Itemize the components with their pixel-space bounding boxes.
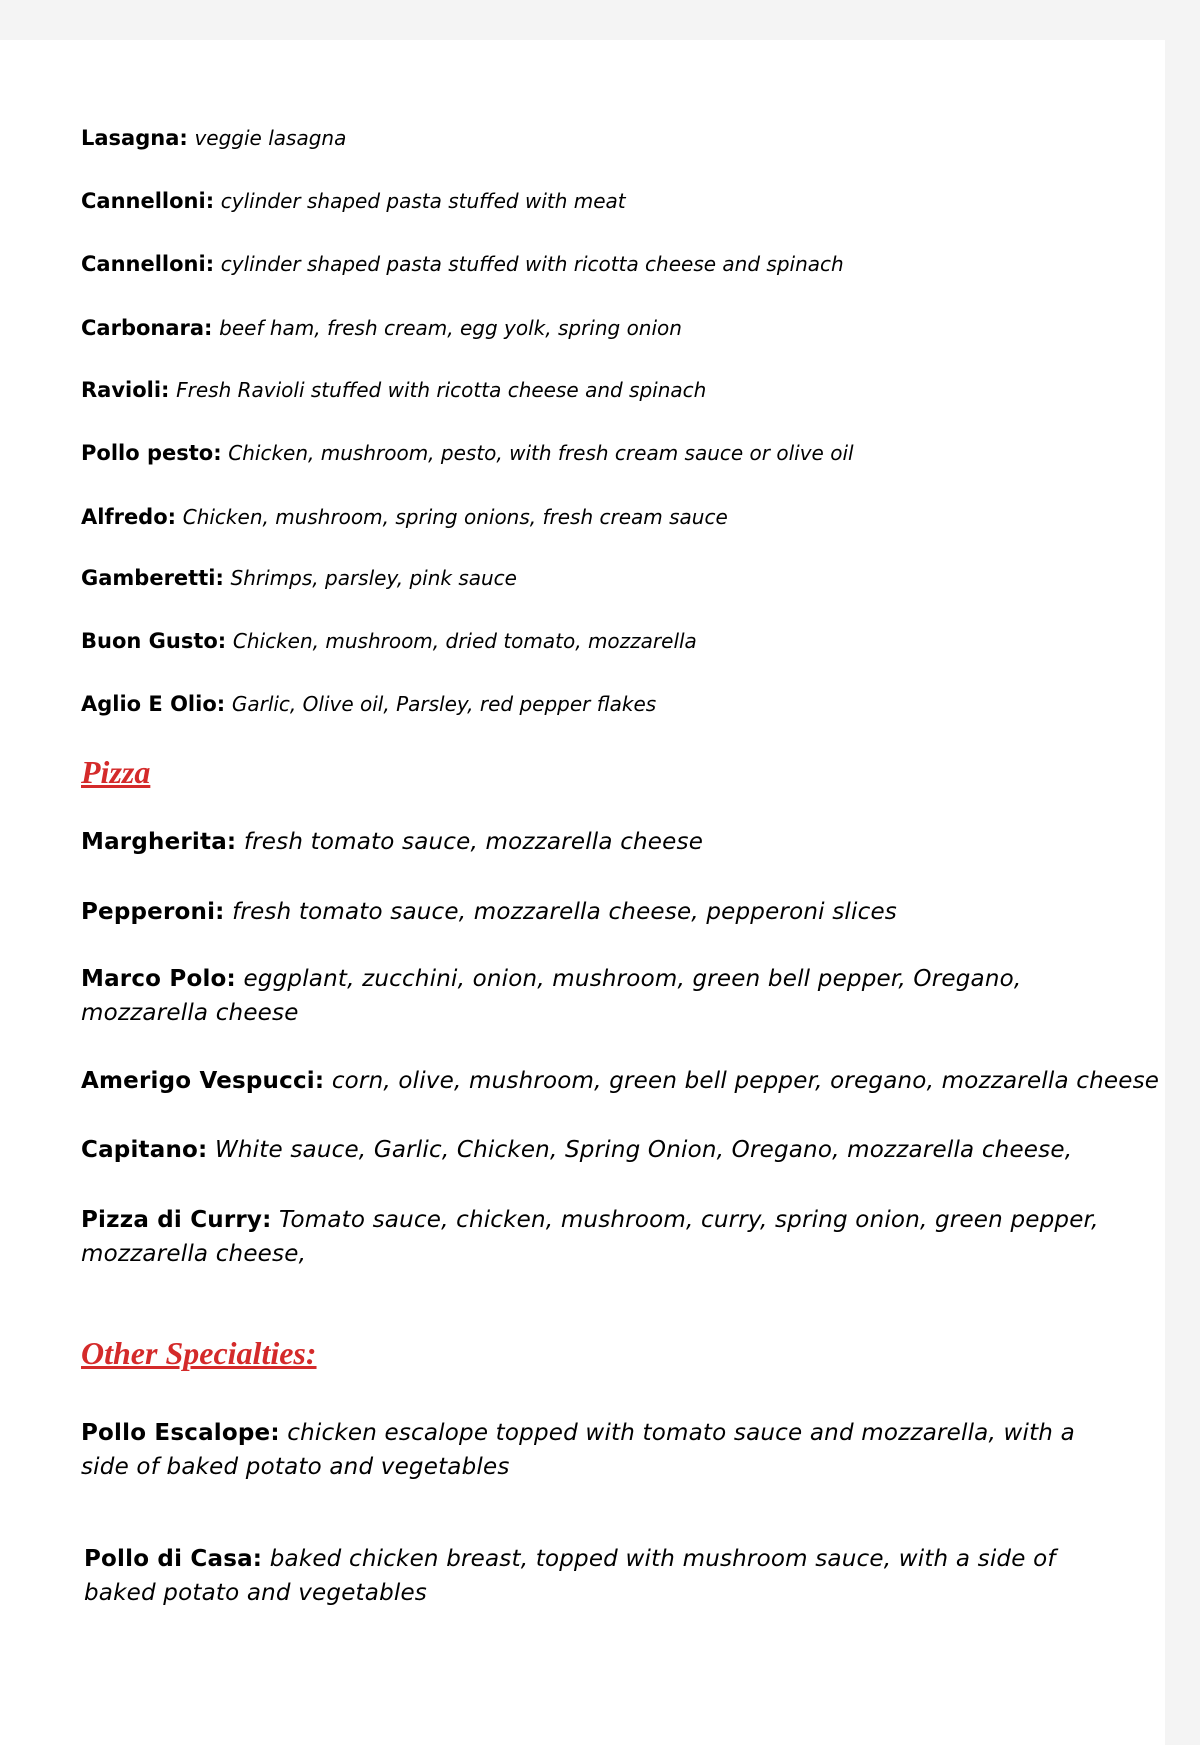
menu-item-pollo-escalope	[81, 1416, 1101, 1484]
item-name: Gamberetti:	[81, 566, 224, 590]
item-description: Chicken, mushroom, dried tomato, mozzarella	[232, 629, 697, 653]
item-description: eggplant, zucchini, onion, mushroom, green bell pepper, Oregano, mozzarella cheese	[81, 966, 1022, 1026]
menu-item-cannelloni-ricotta	[81, 252, 844, 276]
menu-item-pollo-pesto	[81, 441, 854, 465]
item-name: Pollo pesto:	[81, 441, 222, 465]
item-name: Pollo di Casa:	[84, 1546, 263, 1572]
item-name: Cannelloni:	[81, 189, 215, 213]
item-name: Pepperoni:	[81, 899, 225, 925]
item-description: Shrimps, parsley, pink sauce	[230, 566, 517, 590]
menu-item-capitano	[81, 1137, 1072, 1163]
item-name: Amerigo Vespucci:	[81, 1068, 325, 1094]
menu-item-marco-polo	[81, 962, 1101, 1030]
menu-item-alfredo	[81, 505, 728, 529]
item-description: cylinder shaped pasta stuffed with ricotta cheese and spinach	[220, 252, 844, 276]
item-name: Alfredo:	[81, 505, 177, 529]
menu-item-pepperoni	[81, 899, 897, 925]
item-description: baked chicken breast, topped with mushroom sauce, with a side of baked potato and vegetables	[84, 1546, 1056, 1606]
section-heading-pizza: Pizza	[81, 754, 151, 790]
item-description: Fresh Ravioli stuffed with ricotta cheese and spinach	[176, 378, 707, 402]
item-name: Ravioli:	[81, 378, 170, 402]
menu-item-pizza-di-curry	[81, 1203, 1101, 1271]
menu-item-pollo-di-casa	[84, 1542, 1104, 1610]
item-description: fresh tomato sauce, mozzarella cheese	[243, 829, 704, 855]
menu-item-gamberetti	[81, 566, 517, 590]
item-name: Capitano:	[81, 1137, 208, 1163]
item-description: fresh tomato sauce, mozzarella cheese, pepperoni slices	[232, 899, 897, 925]
menu-item-amerigo-vespucci	[81, 1068, 1159, 1094]
item-name: Cannelloni:	[81, 252, 215, 276]
item-description: White sauce, Garlic, Chicken, Spring Onion, Oregano, mozzarella cheese,	[214, 1137, 1073, 1163]
item-description: veggie lasagna	[194, 126, 347, 150]
item-name: Lasagna:	[81, 126, 188, 150]
menu-item-lasagna	[81, 126, 346, 150]
item-description: Garlic, Olive oil, Parsley, red pepper flakes	[231, 692, 657, 716]
item-name: Carbonara:	[81, 316, 213, 340]
item-description: beef ham, fresh cream, egg yolk, spring onion	[219, 316, 682, 340]
item-description: cylinder shaped pasta stuffed with meat	[220, 189, 626, 213]
menu-page	[0, 40, 1165, 1745]
item-name: Marco Polo:	[81, 966, 236, 992]
item-description: Chicken, mushroom, pesto, with fresh cream sauce or olive oil	[228, 441, 854, 465]
item-name: Pollo Escalope:	[81, 1420, 280, 1446]
menu-item-carbonara	[81, 316, 682, 340]
item-description: Chicken, mushroom, spring onions, fresh cream sauce	[182, 505, 728, 529]
item-description: chicken escalope topped with tomato sauce and mozzarella, with a side of baked potato and vegetables	[81, 1420, 1075, 1480]
section-heading-other-specialties: Other Specialties:	[81, 1335, 317, 1371]
item-name: Aglio E Olio:	[81, 692, 226, 716]
item-name: Buon Gusto:	[81, 629, 227, 653]
item-name: Pizza di Curry:	[81, 1207, 272, 1233]
item-description: corn, olive, mushroom, green bell pepper, oregano, mozzarella cheese	[331, 1068, 1160, 1094]
menu-item-buon-gusto	[81, 629, 697, 653]
menu-item-ravioli	[81, 378, 706, 402]
menu-item-aglio-e-olio	[81, 692, 656, 716]
menu-item-margherita	[81, 829, 703, 855]
item-description: Tomato sauce, chicken, mushroom, curry, spring onion, green pepper, mozzarella cheese,	[81, 1207, 1099, 1267]
menu-item-cannelloni-meat	[81, 189, 626, 213]
item-name: Margherita:	[81, 829, 237, 855]
